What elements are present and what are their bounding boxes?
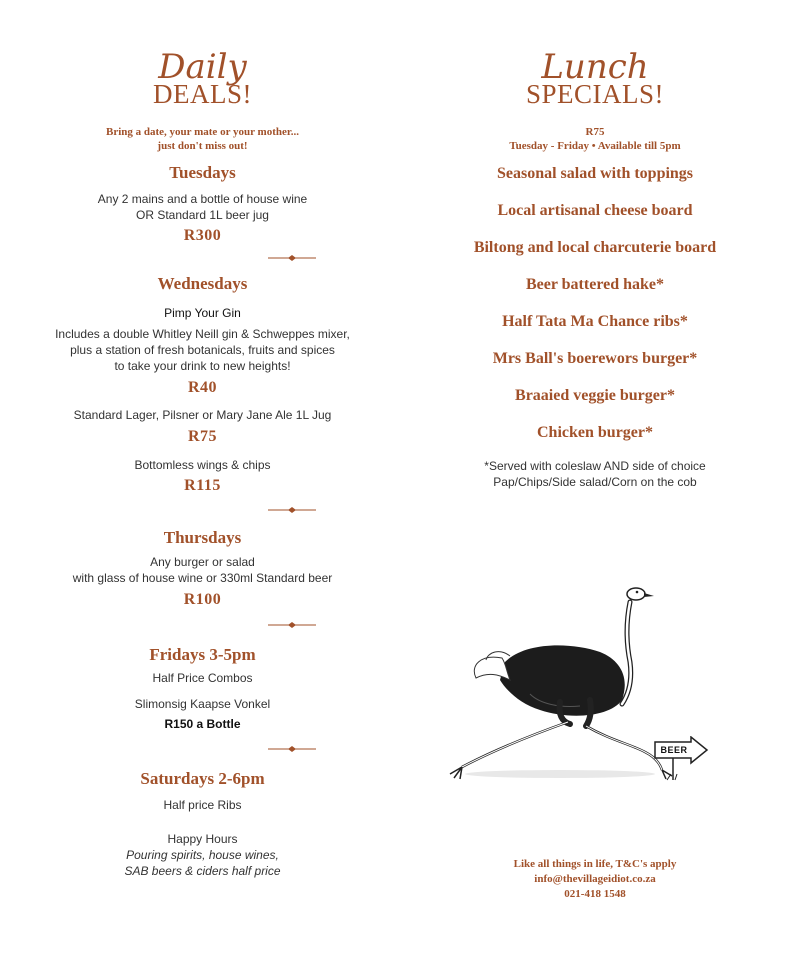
daily-title-script: Daily (158, 47, 247, 87)
wednesdays-heading: Wednesdays (157, 274, 248, 293)
lunch-item: Beer battered hake* (525, 276, 665, 293)
tagline-line-2: just don't miss out! (157, 140, 248, 152)
wednesdays-line-1: Includes a double Whitley Neill gin & Schweppes mixer, (55, 327, 350, 341)
footer-terms: Like all things in life, T&C's apply (513, 858, 677, 870)
tuesdays-heading: Tuesdays (169, 163, 236, 182)
lunch-note-1: *Served with coleslaw AND side of choice (484, 459, 706, 473)
wednesdays-line-3: to take your drink to new heights! (114, 359, 291, 373)
wednesdays-price-1: R40 (187, 379, 218, 396)
beer-sign-icon (653, 736, 709, 782)
saturdays-line-4: SAB beers & ciders half price (124, 864, 281, 878)
beer-sign-text: BEER (660, 745, 688, 755)
ornament-divider-icon (268, 254, 316, 262)
lunch-availability: Tuesday - Friday • Available till 5pm (509, 140, 681, 152)
lunch-item: Local artisanal cheese board (497, 202, 693, 219)
lunch-title-script: Lunch (541, 47, 649, 87)
lunch-item: Half Tata Ma Chance ribs* (502, 313, 688, 330)
fridays-line-1: Half Price Combos (152, 671, 253, 685)
specials-title-caps: SPECIALS! (525, 79, 665, 109)
tuesdays-line-2: OR Standard 1L beer jug (136, 208, 269, 222)
saturdays-line-1: Half price Ribs (163, 798, 242, 812)
lunch-item: Biltong and local charcuterie board (473, 239, 717, 256)
wednesdays-price-2: R75 (187, 428, 218, 445)
wednesdays-line-5: Bottomless wings & chips (134, 458, 271, 472)
ornament-divider-icon (268, 621, 316, 629)
thursdays-price: R100 (183, 591, 222, 608)
fridays-price: R150 a Bottle (164, 717, 241, 731)
saturdays-heading: Saturdays 2-6pm (140, 769, 265, 788)
tuesdays-price: R300 (183, 227, 222, 244)
footer-phone[interactable]: 021-418 1548 (564, 888, 626, 900)
saturdays-line-3: Pouring spirits, house wines, (126, 848, 279, 862)
footer-email[interactable]: info@thevillageidiot.co.za (534, 873, 656, 885)
lunch-item: Braaied veggie burger* (515, 387, 675, 404)
wednesdays-line-2: plus a station of fresh botanicals, fruits and spices (70, 343, 335, 357)
ornament-divider-icon (268, 745, 316, 753)
tagline-line-1: Bring a date, your mate or your mother... (106, 126, 299, 138)
thursdays-heading: Thursdays (163, 528, 242, 547)
lunch-item: Chicken burger* (537, 424, 653, 441)
wednesdays-line-4: Standard Lager, Pilsner or Mary Jane Ale 1L Jug (73, 408, 332, 422)
wednesdays-subheading: Pimp Your Gin (164, 306, 241, 320)
lunch-item: Seasonal salad with toppings (496, 165, 694, 182)
fridays-heading: Fridays 3-5pm (149, 645, 256, 664)
thursdays-line-1: Any burger or salad (150, 555, 255, 569)
lunch-note-2: Pap/Chips/Side salad/Corn on the cob (493, 475, 697, 489)
ornament-divider-icon (268, 506, 316, 514)
tuesdays-line-1: Any 2 mains and a bottle of house wine (97, 192, 308, 206)
lunch-item: Mrs Ball's boerewors burger* (492, 350, 698, 367)
saturdays-line-2: Happy Hours (167, 832, 238, 846)
lunch-price: R75 (585, 126, 605, 138)
deals-title-caps: DEALS! (153, 79, 252, 109)
fridays-line-2: Slimonsig Kaapse Vonkel (134, 697, 271, 711)
wednesdays-price-3: R115 (184, 477, 221, 494)
thursdays-line-2: with glass of house wine or 330ml Standard beer (72, 571, 333, 585)
